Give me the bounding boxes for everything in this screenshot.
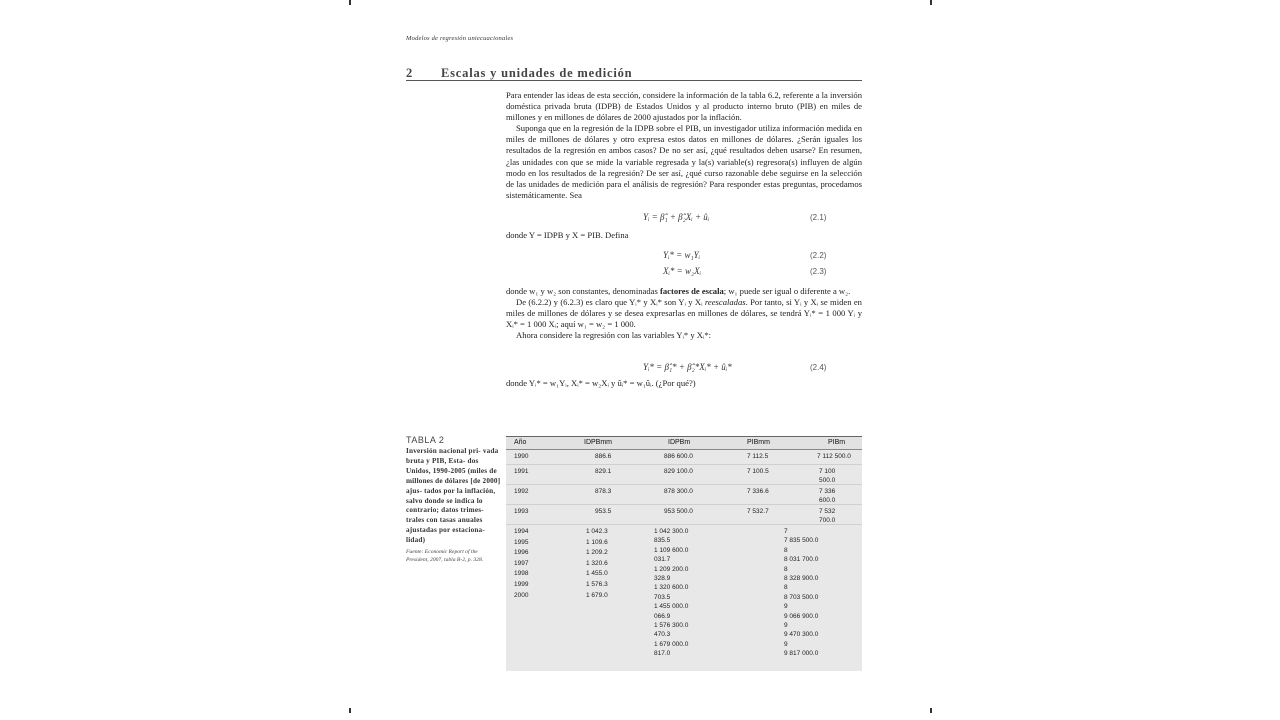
table-cell: 7 336.6 bbox=[747, 488, 769, 495]
equation-2: Yᵢ* = w₁Yᵢ bbox=[663, 250, 701, 260]
table-caption: Inversión nacional pri- vada bruta y PIB, Esta- dos Unidos, 1990-2005 (miles de millones de dólares [de 2000] ajus- tados por la inflación, salvo donde se indica lo contrario; datos trimes- trales con tasas anuales ajustadas por estaciona- lidad) bbox=[406, 447, 501, 545]
table-cell: 7 100 500.0 bbox=[819, 468, 836, 484]
header-idpbmm: IDPBmm bbox=[584, 439, 612, 446]
row-divider bbox=[506, 464, 862, 465]
table-source: Fuente: Economic Report of the President, 2007, tabla B-2, p. 328. bbox=[406, 549, 484, 564]
table-cell: 7 336 600.0 bbox=[819, 488, 836, 504]
table-years-block: 1994 1995 1996 1997 1998 1999 2000 bbox=[514, 528, 529, 599]
crop-mark-top-right bbox=[930, 0, 932, 5]
equation-4: Yᵢ* = β̂₁* + β̂₂*Xᵢ* + ûᵢ* bbox=[643, 362, 732, 372]
data-table bbox=[506, 436, 862, 671]
equation-2-number: (2.2) bbox=[810, 251, 827, 260]
equation-3-number: (2.3) bbox=[810, 267, 827, 276]
equation-1-number: (2.1) bbox=[810, 213, 827, 222]
table-pibm-block: 7 7 835 500.0 8 8 031 700.0 8 8 328 900.0 8 8 703 500.0 9 9 066 900.0 9 9 470 300.0 9 9 817 000.0 bbox=[784, 528, 819, 658]
header-idpbm: IDPBm bbox=[668, 439, 691, 446]
table-cell: 878.3 bbox=[595, 488, 612, 495]
table-cell: 886.6 bbox=[595, 453, 612, 460]
table-cell: 7 100.5 bbox=[747, 468, 769, 475]
paragraph-4-b: . Por tanto, si Yᵢ y Xᵢ se miden en miles de millones de dólares y se desea expresarlas en millones de dólares, se tendrá Yᵢ* = 1 000 Yᵢ y Xᵢ* = 1 000 Xᵢ; aquí w₁ = w₂ = 1 000. bbox=[506, 297, 862, 330]
table-cell: 7 532 700.0 bbox=[819, 508, 836, 524]
row-divider bbox=[506, 504, 862, 505]
scale-factors-term: factores de escala bbox=[659, 286, 724, 296]
header-pibm: PIBm bbox=[828, 439, 846, 446]
paragraph-2: Suponga que en la regresión de la IDPB sobre el PIB, un investigador utiliza información medida en miles de millones de dólares y otro expresa estos datos en millones de dólares. ¿Serán iguales los resultados de la regresión en ambos casos? De no ser así, ¿qué resultados deben usarse? En resumen, ¿las unidades con que se mide la variable regresada y la(s) variable(s) regresora(s) influyen de algún modo en los resultados de la regresión? De ser así, ¿qué curso razonable debe seguirse en la selección de las unidades de medición para el análisis de regresión? Para responder estas preguntas, procedamos sistemáticamente. Sea bbox=[506, 123, 862, 200]
section-number: 2 bbox=[406, 66, 414, 80]
intro-text bbox=[506, 90, 862, 201]
row-divider bbox=[506, 524, 862, 525]
table-cell: 7 112 500.0 bbox=[817, 453, 851, 460]
paragraph-3 bbox=[506, 286, 862, 297]
table-header bbox=[506, 436, 862, 450]
crop-mark-bottom-left bbox=[349, 708, 351, 713]
table-cell: 7 112.5 bbox=[747, 453, 769, 460]
table-idpbmm-block: 1 042.3 1 109.6 1 209.2 1 320.6 1 455.0 1 576.3 1 679.0 bbox=[586, 528, 608, 599]
table-cell: 829.1 bbox=[595, 468, 612, 475]
equation-4-number: (2.4) bbox=[810, 363, 827, 372]
table-caption-block bbox=[406, 435, 501, 564]
equation-3: Xᵢ* = w₂Xᵢ bbox=[663, 266, 702, 276]
header-year: Año bbox=[514, 439, 527, 446]
table-cell: 953 500.0 bbox=[664, 508, 693, 515]
table-cell: 1992 bbox=[514, 488, 529, 495]
header-pibmm: PIBmm bbox=[747, 439, 770, 446]
scale-factors-text bbox=[506, 286, 862, 341]
paragraph-3-b: ; w₁ puede ser igual o diferente a w₂. bbox=[723, 286, 851, 296]
table-cell: 953.5 bbox=[595, 508, 612, 515]
table-cell: 7 532.7 bbox=[747, 508, 769, 515]
table-cell: 1993 bbox=[514, 508, 529, 515]
paragraph-4-a: De (6.2.2) y (6.2.3) es claro que Yᵢ* y Xᵢ* son Yᵢ y Xᵢ bbox=[516, 297, 705, 308]
after-equation-1: donde Y = IDPB y X = PIB. Defina bbox=[506, 230, 629, 240]
crop-mark-bottom-right bbox=[930, 708, 932, 713]
rescaled-term: reescaladas bbox=[704, 297, 746, 308]
table-cell: 1990 bbox=[514, 453, 529, 460]
section-title: Escalas y unidades de medición bbox=[441, 66, 633, 80]
table-cell: 1991 bbox=[514, 468, 529, 475]
section-heading bbox=[406, 66, 862, 81]
paragraph-1: Para entender las ideas de esta sección, considere la información de la tabla 6.2, referente a la inversión doméstica privada bruta (IDPB) de Estados Unidos y al producto interno bruto (PIB) en miles de millones y en millones de dólares de 2000 ajustados por la inflación. bbox=[506, 90, 862, 123]
row-divider bbox=[506, 484, 862, 485]
table-cell: 829 100.0 bbox=[664, 468, 693, 475]
table-label: TABLA 2 bbox=[406, 435, 445, 445]
table-cell: 878 300.0 bbox=[664, 488, 693, 495]
table-idpbm-block: 1 042 300.0 835.5 1 109 600.0 031.7 1 209 200.0 328.9 1 320 600.0 703.5 1 455 000.0 066.9 1 576 300.0 470.3 1 679 000.0 817.0 bbox=[654, 528, 689, 658]
table-cell: 886 600.0 bbox=[664, 453, 693, 460]
equation-1: Yᵢ = β̂₁ + β̂₂Xᵢ + ûᵢ bbox=[643, 212, 710, 222]
paragraph-4 bbox=[506, 297, 862, 330]
paragraph-5: Ahora considere la regresión con las variables Yᵢ* y Xᵢ*: bbox=[516, 330, 712, 341]
after-equation-4: donde Yᵢ* = w₁Yᵢ, Xᵢ* = w₂Xᵢ y ûᵢ* = w₁ûᵢ. (¿Por qué?) bbox=[506, 378, 696, 388]
paragraph-3-a: donde w₁ y w₂ son constantes, denominadas bbox=[506, 286, 660, 296]
crop-mark-top-left bbox=[349, 0, 351, 5]
running-head: Modelos de regresión uniecuacionales bbox=[406, 35, 514, 42]
